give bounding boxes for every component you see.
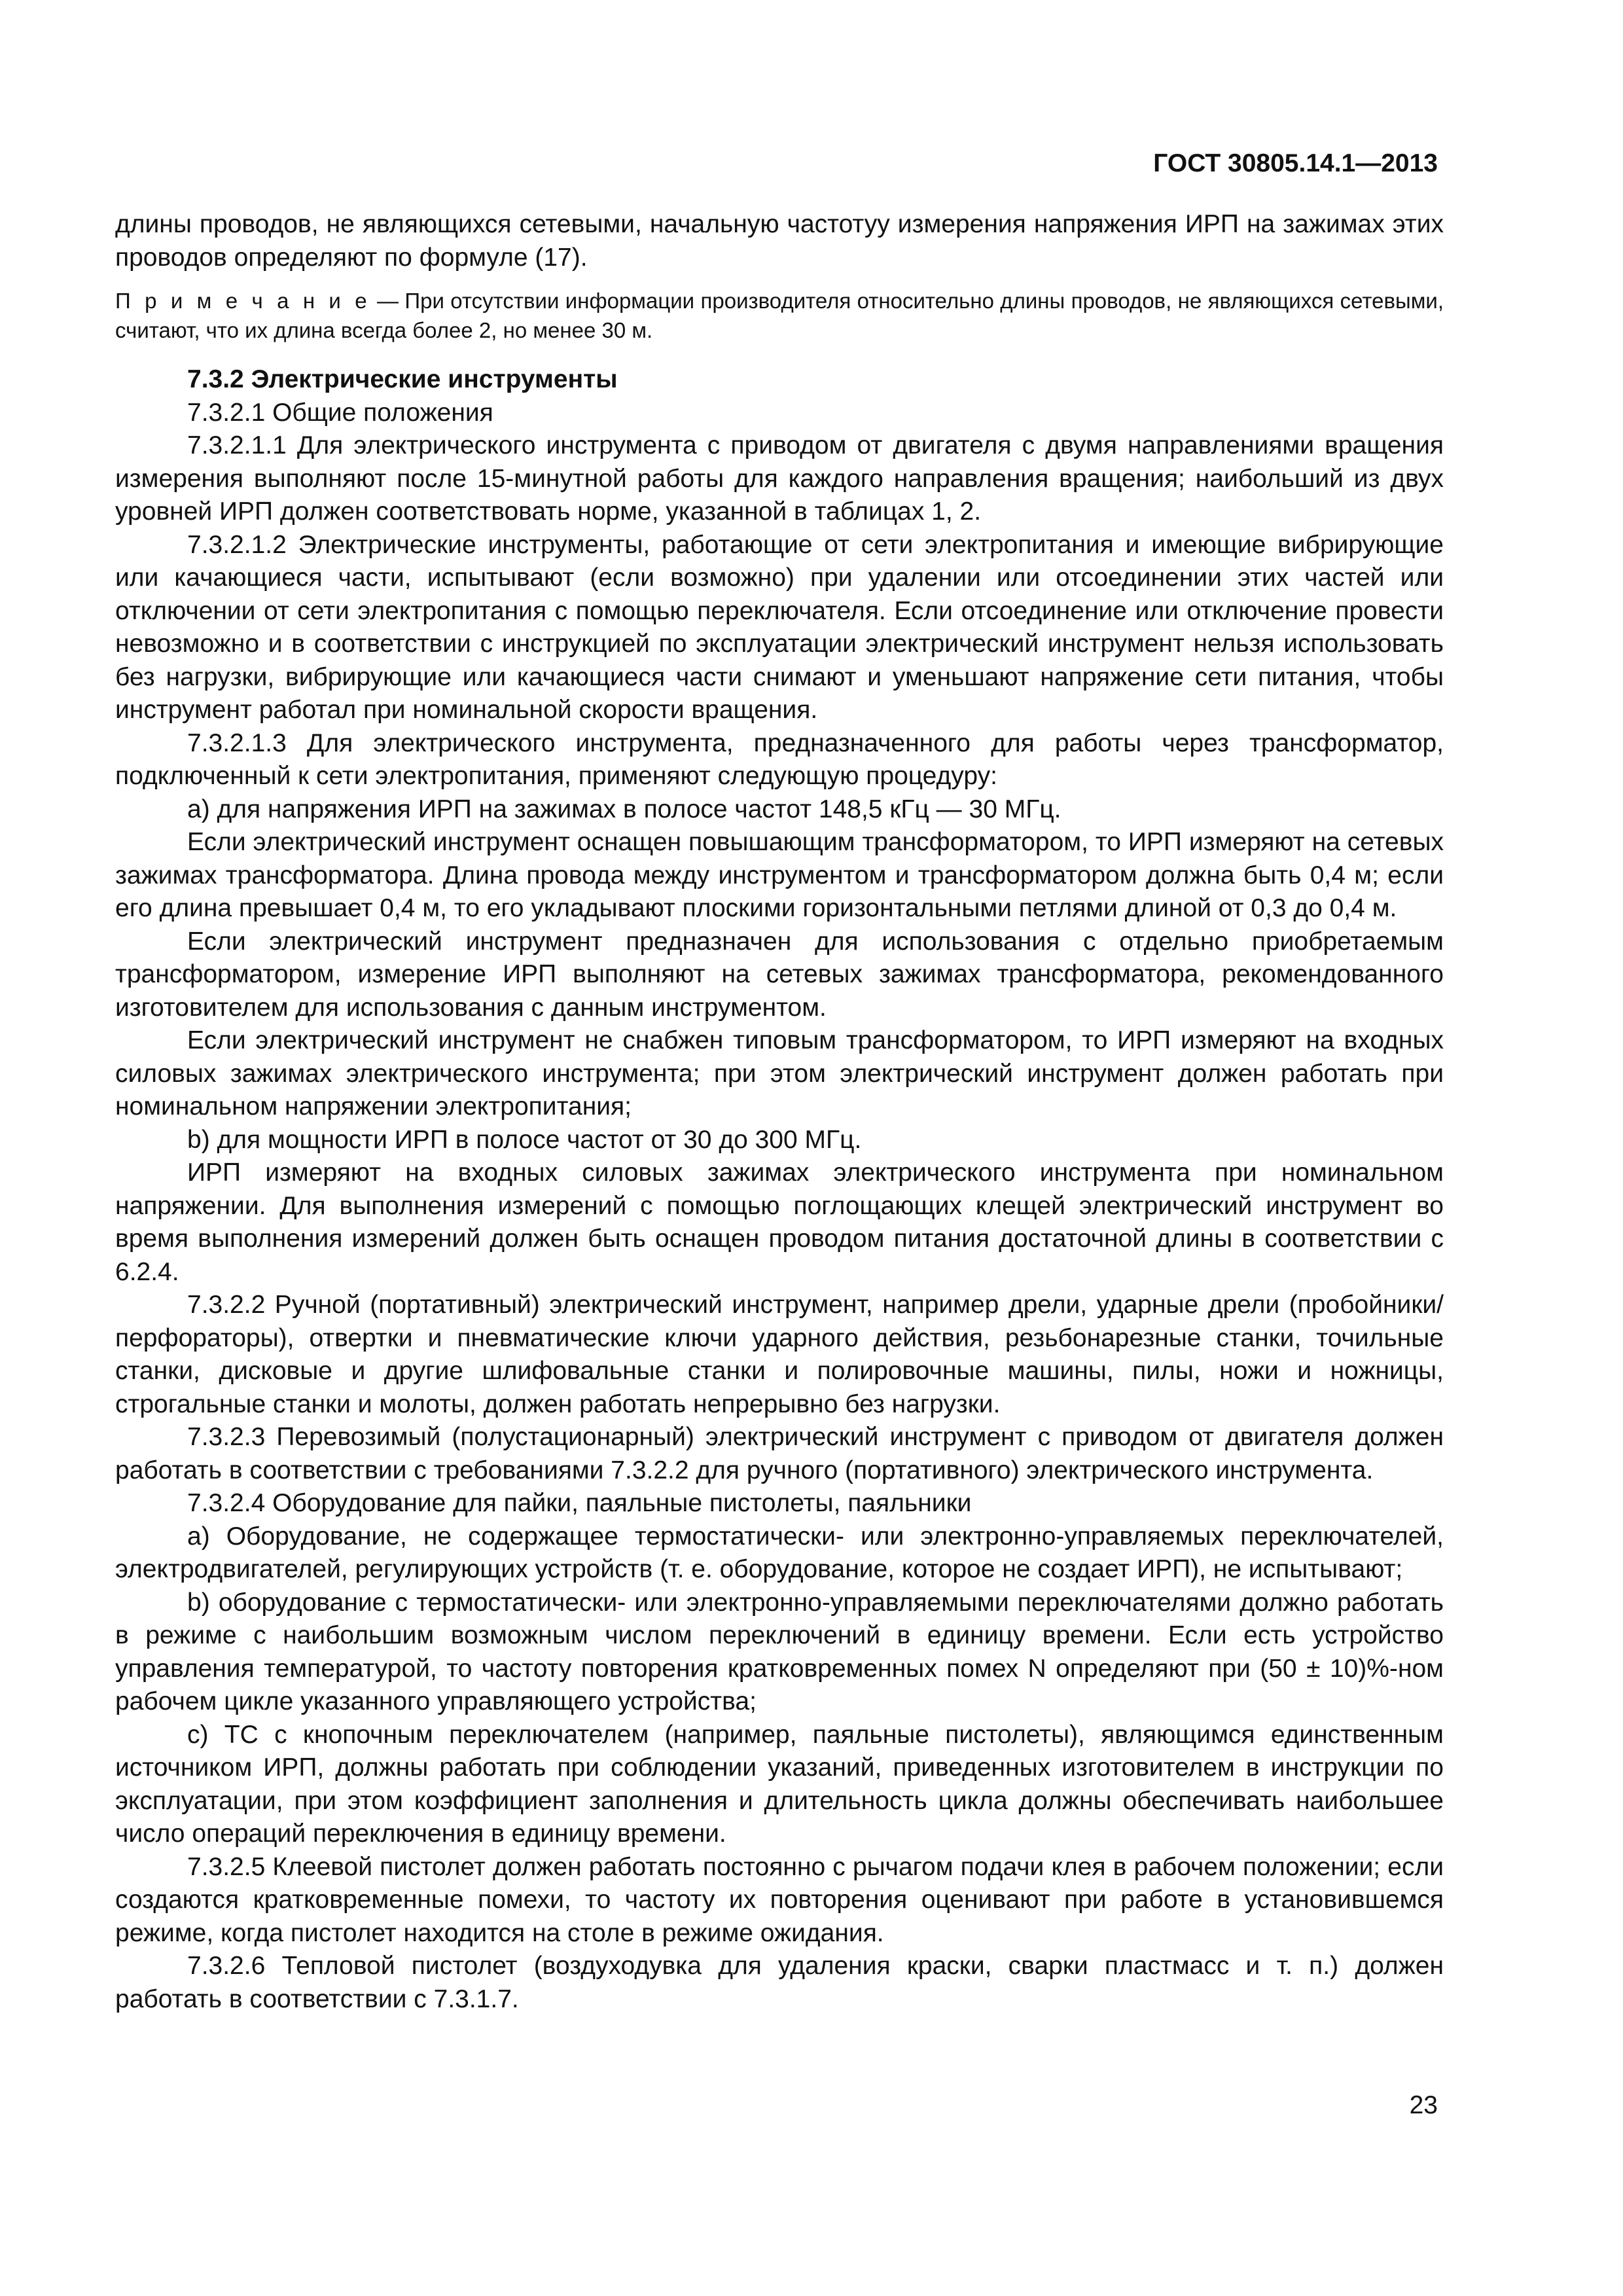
page-number: 23 — [1409, 2091, 1438, 2119]
paragraph: а) для напряжения ИРП на зажимах в полосе частот 148,5 кГц — 30 МГц. — [187, 795, 1061, 823]
paragraph: Если электрический инструмент оснащен повышающим трансформатором, то ИРП измеряют на сетевых зажимах трансформатора. Длина провода между инструментом и трансформатором должна быть 0,4 м; если его длина превышает 0,4 м, то его укладывают плоскими горизонтальными петлями длиной от 0,3 до 0,4 м. — [115, 828, 1444, 922]
paragraph: 7.3.2.5 Клеевой пистолет должен работать постоянно с рычагом подачи клея в рабочем положении; если создаются кратковременные помехи, то частоту их повторения оценивают при работе в установившемся режиме, когда пистолет находится на столе в режиме ожидания. — [115, 1852, 1444, 1947]
paragraph: 7.3.2.4 Оборудование для пайки, паяльные пистолеты, паяльники — [187, 1489, 972, 1517]
paragraph: 7.3.2.1 Общие положения — [187, 398, 493, 427]
paragraph: 7.3.2.1.2 Электрические инструменты, работающие от сети электропитания и имеющие вибрирующие или качающиеся части, испытывают (если возможно) при удалении или отсоединении этих частей или отключении от сети электропитания с помощью переключателя. Если отсоединение или отключение провести невозможно и в соответствии с инструкцией по эксплуатации электрический инструмент нельзя использовать без нагрузки, вибрирующие или качающиеся части снимают и уменьшают напряжение сети питания, чтобы инструмент работал при номинальной скорости вращения. — [115, 530, 1444, 724]
intro-paragraph: длины проводов, не являющихся сетевыми, начальную частотуу измерения напряжения ИРП на зажимах этих проводов определяют по формуле (17). — [115, 210, 1444, 272]
paragraph: Если электрический инструмент не снабжен типовым трансформатором, то ИРП измеряют на входных силовых зажимах электрического инструмента; при этом электрический инструмент должен работать при номинальном напряжении электропитания; — [115, 1026, 1444, 1121]
paragraph: 7.3.2.1.1 Для электрического инструмента с приводом от двигателя с двумя направлениями вращения измерения выполняют после 15-минутной работы для каждого направления вращения; наибольший из двух уровней ИРП должен соответствовать норме, указанной в таблицах 1, 2. — [115, 431, 1444, 526]
paragraph: b) оборудование с термостатически- или электронно-управляемыми переключателями должно работать в режиме с наибольшим возможным числом переключений в единицу времени. Если есть устройство управления температурой, то частоту повторения кратковременных помех N определяют при (50 ± 10)%-ном рабочем цикле указанного управляющего устройства; — [115, 1588, 1444, 1715]
note-text: — При отсутствии информации производителя относительно длины проводов, не являющихся сетевыми, считают, что их длина всегда более 2, но менее 30 м. — [115, 289, 1444, 342]
note-label: П р и м е ч а н и е — [115, 289, 371, 313]
paragraph-list — [115, 397, 1444, 2017]
paragraph: 7.3.2.3 Перевозимый (полустационарный) электрический инструмент с приводом от двигателя должен работать в соответствии с требованиями 7.3.2.2 для ручного (портативного) электрического инструмента. — [115, 1423, 1444, 1484]
paragraph: ИРП измеряют на входных силовых зажимах электрического инструмента при номинальном напряжении. Для выполнения измерений с помощью поглощающих клещей электрический инструмент во время выполнения измерений должен быть оснащен проводом питания достаточной длины в соответствии с 6.2.4. — [115, 1158, 1444, 1286]
paragraph: а) Оборудование, не содержащее термостатически- или электронно-управляемых переключателей, электродвигателей, регулирующих устройств (т. е. оборудование, которое не создает ИРП), не испытывают; — [115, 1522, 1444, 1583]
paragraph: 7.3.2.1.3 Для электрического инструмента, предназначенного для работы через трансформатор, подключенный к сети электропитания, применяют следующую процедуру: — [115, 728, 1444, 790]
paragraph: Если электрический инструмент предназначен для использования с отдельно приобретаемым трансформатором, измерение ИРП выполняют на сетевых зажимах трансформатора, рекомендованного изготовителем для использования с данным инструментом. — [115, 927, 1444, 1022]
paragraph: 7.3.2.2 Ручной (портативный) электрический инструмент, например дрели, ударные дрели (пробойники/перфораторы), отвертки и пневматические ключи ударного действия, резьбонарезные станки, точильные станки, дисковые и другие шлифовальные станки и полировочные машины, пилы, ножи и ножницы, строгальные станки и молоты, должен работать непрерывно без нагрузки. — [115, 1291, 1444, 1418]
document-body — [115, 208, 1444, 2016]
note-paragraph — [115, 286, 1444, 345]
paragraph: 7.3.2.6 Тепловой пистолет (воздуходувка для удаления краски, сварки пластмасс и т. п.) должен работать в соответствии с 7.3.1.7. — [115, 1952, 1444, 2013]
document-header: ГОСТ 30805.14.1—2013 — [1153, 149, 1438, 177]
paragraph: b) для мощности ИРП в полосе частот от 30 до 300 МГц. — [187, 1125, 862, 1154]
section-heading: 7.3.2 Электрические инструменты — [187, 365, 618, 393]
paragraph: c) ТС с кнопочным переключателем (например, паяльные пистолеты), являющимся единственным источником ИРП, должны работать при соблюдении указаний, приведенных изготовителем в инструкции по эксплуатации, при этом коэффициент заполнения и длительность цикла должны обеспечивать наибольшее число операций переключения в единицу времени. — [115, 1720, 1444, 1848]
